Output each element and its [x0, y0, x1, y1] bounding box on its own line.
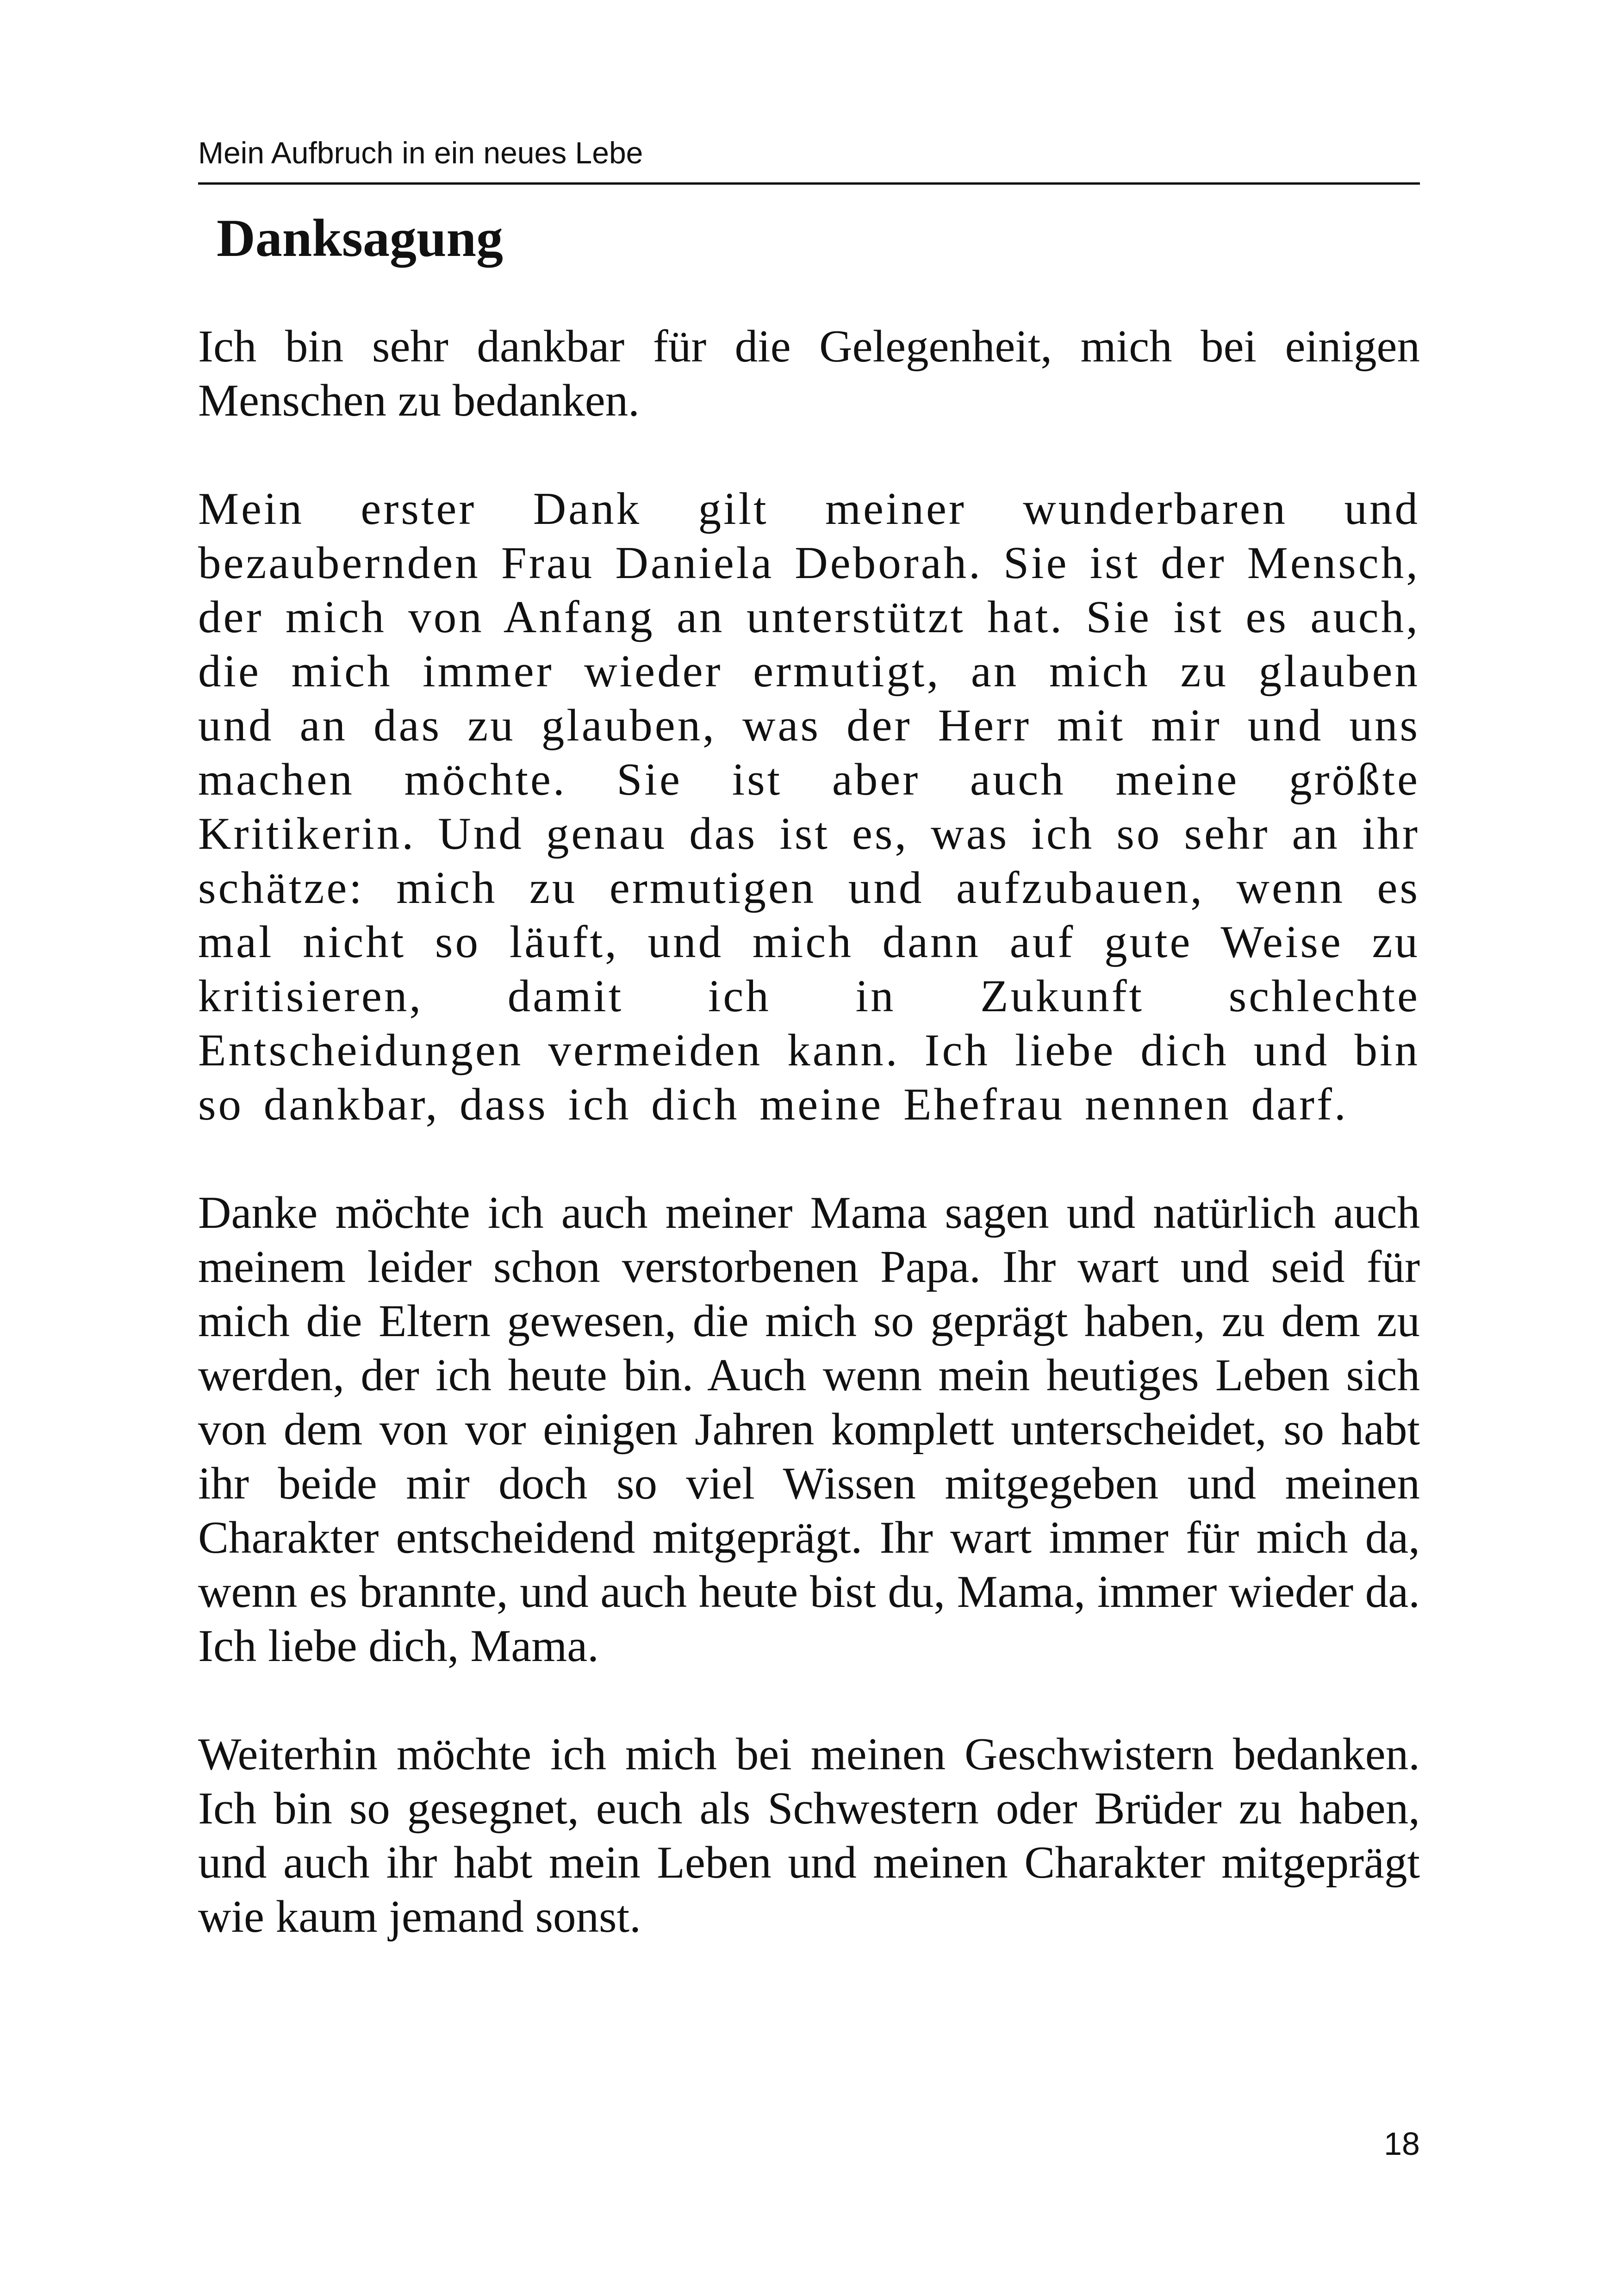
- body-text: [198, 319, 1420, 1998]
- paragraph-3: Danke möchte ich auch meiner Mama sagen und natürlich auch meinem leider schon verstorbenen Papa. Ihr wart und seid für mich die Eltern gewesen, die mich so geprägt haben, zu dem zu werden, der ich heute bin. Auch wenn mein heutiges Leben sich von dem von vor einigen Jahren komplett unterscheidet, so habt ihr beide mir doch so viel Wissen mitgegeben und meinen Charakter entscheidend mitgeprägt. Ihr wart immer für mich da, wenn es brannte, und auch heute bist du, Mama, immer wieder da. Ich liebe dich, Mama.: [198, 1188, 1420, 1671]
- paragraph-1: Ich bin sehr dankbar für die Gelegenheit, mich bei einigen Menschen zu bedanken.: [198, 321, 1420, 426]
- page-number: 18: [1384, 2126, 1420, 2162]
- paragraph-2: Mein erster Dank gilt meiner wunderbaren und bezaubernden Frau Daniela Deborah. Sie ist der Mensch, der mich von Anfang an unterstützt hat. Sie ist es auch, die mich immer wieder ermutigt, an mich zu glauben und an das zu glauben, was der Herr mit mir und uns machen möchte. Sie ist aber auch meine größte Kritikerin. Und genau das ist es, was ich so sehr an ihr schätze: mich zu ermutigen und aufzubauen, wenn es mal nicht so läuft, und mich dann auf gute Weise zu kritisieren, damit ich in Zukunft schlechte Entscheidungen vermeiden kann. Ich liebe dich und bin so dankbar, dass ich dich meine Ehefrau nennen darf.: [198, 484, 1420, 1130]
- chapter-title: Danksagung: [217, 209, 503, 268]
- header-rule: [198, 182, 1420, 185]
- running-header: Mein Aufbruch in ein neues Lebe: [198, 136, 643, 170]
- paragraph-4: Weiterhin möchte ich mich bei meinen Geschwistern bedanken. Ich bin so gesegnet, euch als Schwestern oder Brüder zu haben, und auch ihr habt mein Leben und meinen Charakter mitgeprägt wie kaum jemand sonst.: [198, 1729, 1420, 1942]
